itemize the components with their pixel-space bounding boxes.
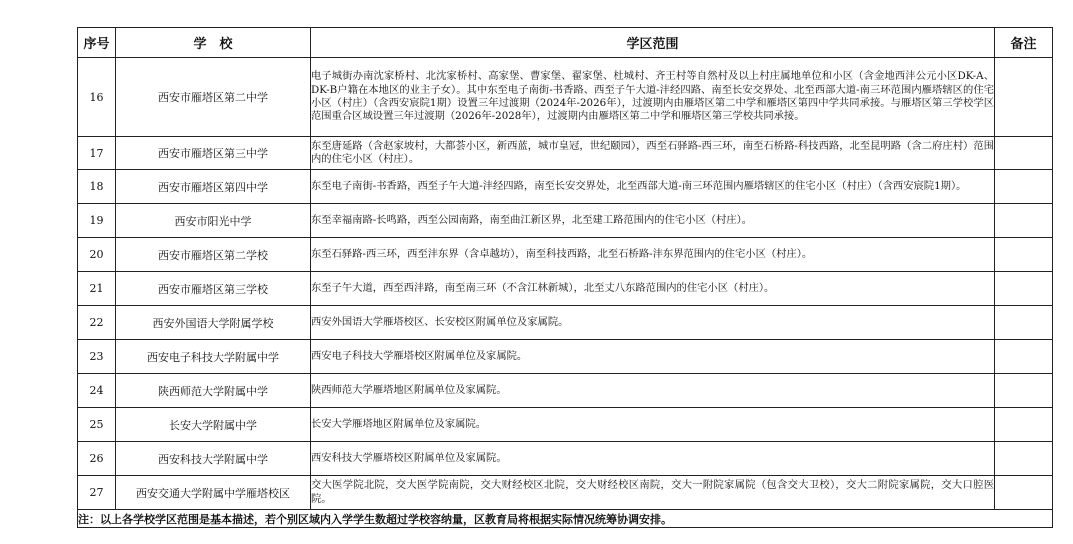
- row-range: 东至子午大道，西至西沣路，南至南三环（不含江林新城），北至丈八东路范围内的住宅小区（村庄）。: [311, 272, 995, 306]
- row-seq: 16: [78, 58, 116, 137]
- table-row: [78, 137, 1053, 170]
- row-range: 西安外国语大学雁塔校区、长安校区附属单位及家属院。: [311, 306, 995, 340]
- table-row: [78, 306, 1053, 340]
- row-school: 西安市雁塔区第三学校: [116, 272, 311, 306]
- table-row: [78, 476, 1053, 510]
- row-seq: 19: [78, 204, 116, 238]
- row-note: [995, 272, 1053, 306]
- row-range: 西安科技大学雁塔校区附属单位及家属院。: [311, 442, 995, 476]
- row-note: [995, 58, 1053, 137]
- row-note: [995, 476, 1053, 510]
- row-range: 西安电子科技大学雁塔校区附属单位及家属院。: [311, 340, 995, 374]
- row-note: [995, 442, 1053, 476]
- table-row: [78, 272, 1053, 306]
- table-row: [78, 170, 1053, 204]
- row-school: 西安外国语大学附属学校: [116, 306, 311, 340]
- row-seq: 27: [78, 476, 116, 510]
- row-note: [995, 306, 1053, 340]
- row-seq: 25: [78, 408, 116, 442]
- row-note: [995, 238, 1053, 272]
- row-range: 东至幸福南路-长鸣路，西至公园南路，南至曲江新区界，北至建工路范围内的住宅小区（村庄）。: [311, 204, 995, 238]
- row-seq: 24: [78, 374, 116, 408]
- header-row: [78, 28, 1053, 58]
- row-school: 陕西师范大学附属中学: [116, 374, 311, 408]
- row-school: 西安市雁塔区第三中学: [116, 137, 311, 170]
- table-row: [78, 374, 1053, 408]
- row-seq: 22: [78, 306, 116, 340]
- row-note: [995, 408, 1053, 442]
- row-seq: 18: [78, 170, 116, 204]
- row-school: 长安大学附属中学: [116, 408, 311, 442]
- header-seq: 序号: [78, 28, 116, 58]
- row-note: [995, 170, 1053, 204]
- table-row: [78, 238, 1053, 272]
- row-seq: 26: [78, 442, 116, 476]
- row-seq: 17: [78, 137, 116, 170]
- table-row: [78, 340, 1053, 374]
- table-row: [78, 408, 1053, 442]
- row-school: 西安市雁塔区第四中学: [116, 170, 311, 204]
- table-row: [78, 58, 1053, 137]
- row-range: 东至唐延路（含赵家坡村，大都荟小区，新西蓝，城市皇冠，世纪颐园），西至石驿路-西三环，南至石桥路-科技西路，北至昆明路（含二府庄村）范围内的住宅小区（村庄）。: [311, 137, 995, 170]
- row-school: 西安市阳光中学: [116, 204, 311, 238]
- row-range: 电子城街办南沈家桥村、北沈家桥村、高家堡、曹家堡、翟家堡、杜城村、齐王村等自然村及以上村庄属地单位和小区（含金地西沣公元小区DK-A、DK-B户籍在本地区的业主子女）。其中东至电子南街-书香路、西至子午大道-沣经四路、南至长安交界处、北至西部大道-南三环范围内雁塔辖区的住宅小区（村庄）（含西安宸院1期）设置三年过渡期（2024年-2026年），过渡期内由雁塔区第二中学和雁塔区第四中学共同承接。与雁塔区第三学校学区范围重合区域设置三年过渡期（2026年-2028年），过渡期内由雁塔区第二中学和雁塔区第三学校共同承接。: [311, 58, 995, 137]
- row-note: [995, 137, 1053, 170]
- header-school: 学 校: [116, 28, 311, 58]
- table-row: [78, 204, 1053, 238]
- row-seq: 20: [78, 238, 116, 272]
- row-range: 东至石驿路-西三环，西至沣东界（含卓越坊），南至科技西路，北至石桥路-沣东界范围内的住宅小区（村庄）。: [311, 238, 995, 272]
- row-school: 西安交通大学附属中学雁塔校区: [116, 476, 311, 510]
- footer-note: 注：以上各学校学区范围是基本描述，若个别区域内入学学生数超过学校容纳量，区教育局将根据实际情况统筹协调安排。: [78, 510, 1053, 528]
- header-range: 学区范围: [311, 28, 995, 58]
- row-school: 西安市雁塔区第二学校: [116, 238, 311, 272]
- row-range: 交大医学院北院，交大医学院南院，交大财经校区北院，交大财经校区南院，交大一附院家属院（包含交大卫校），交大二附院家属院，交大口腔医院。: [311, 476, 995, 510]
- header-note: 备注: [995, 28, 1053, 58]
- row-school: 西安科技大学附属中学: [116, 442, 311, 476]
- table-row: [78, 442, 1053, 476]
- row-seq: 21: [78, 272, 116, 306]
- row-note: [995, 204, 1053, 238]
- row-seq: 23: [78, 340, 116, 374]
- row-school: 西安电子科技大学附属中学: [116, 340, 311, 374]
- school-district-table: [77, 27, 1053, 528]
- row-range: 长安大学雁塔地区附属单位及家属院。: [311, 408, 995, 442]
- row-range: 陕西师范大学雁塔地区附属单位及家属院。: [311, 374, 995, 408]
- row-note: [995, 340, 1053, 374]
- row-range: 东至电子南街-书香路，西至子午大道-沣经四路，南至长安交界处，北至西部大道-南三环范围内雁塔辖区的住宅小区（村庄）（含西安宸院1期）。: [311, 170, 995, 204]
- row-school: 西安市雁塔区第二中学: [116, 58, 311, 137]
- footer-row: [78, 510, 1053, 528]
- row-note: [995, 374, 1053, 408]
